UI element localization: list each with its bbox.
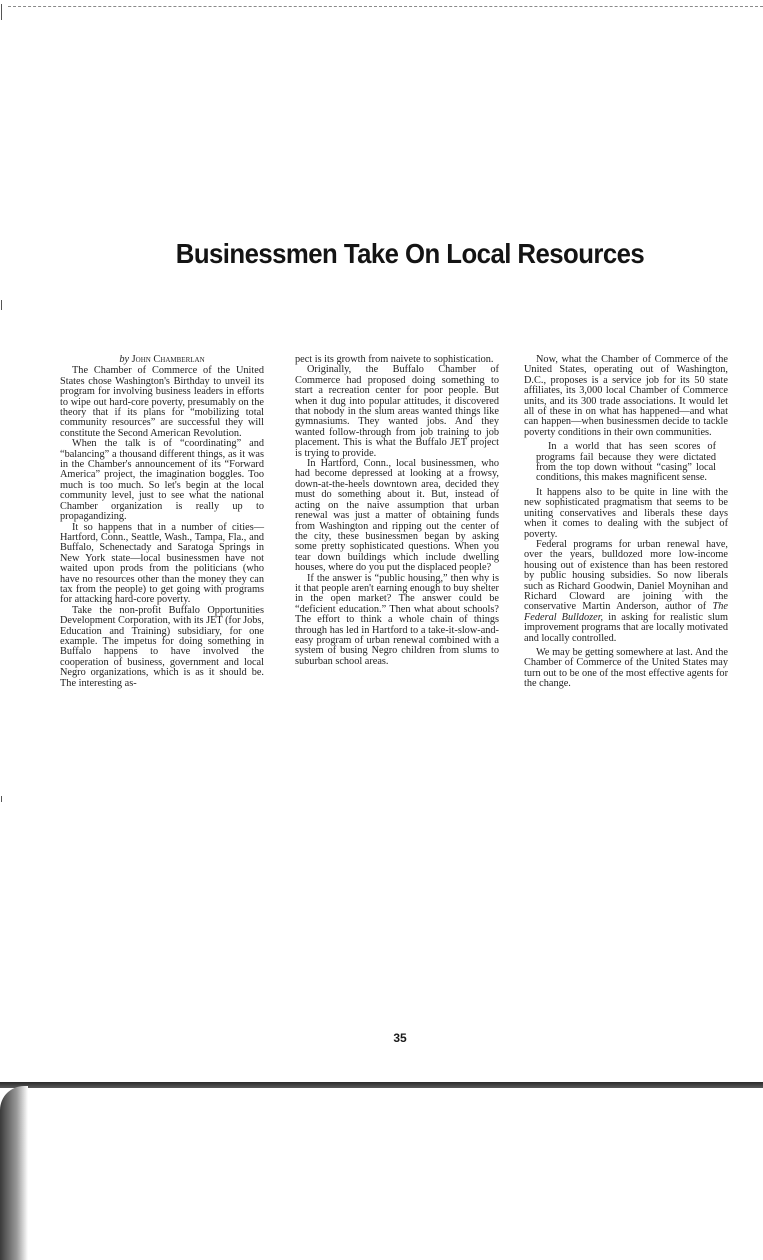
paragraph: The Chamber of Commerce of the United States chose Washington's Birthday to unveil its program for involving business leaders in efforts to wipe out hard-core poverty, presumably on the theory that if its plans for “mobilizing total community resources” are successful they will constitute the Second American Revolution. xyxy=(60,365,264,439)
scan-page-curl xyxy=(0,1086,28,1260)
paragraph-text: Federal programs for urban renewal have, over the years, bulldozed more low-income housing out of existence than has been restored by public housing subsidies. So now liberals such as Richard Goodwin, Daniel Moynihan and Richard Cloward are joining with the conservative Martin Anderson, author of xyxy=(524,538,728,613)
paragraph: We may be getting somewhere at last. And the Chamber of Commerce of the United States may turn out to be one of the most effective agents for the change. xyxy=(524,646,728,690)
scan-left-edge-mark xyxy=(1,300,2,310)
scan-left-edge-mark xyxy=(1,796,2,802)
scan-bottom-band xyxy=(0,1082,763,1088)
byline xyxy=(60,355,264,365)
byline-prefix: by xyxy=(119,354,130,365)
article-column-2 xyxy=(295,355,499,667)
paragraph: It so happens that in a number of cities—Hartford, Conn., Seattle, Wash., Tampa, Fla., and Buffalo, Schenectady and Saratoga Springs in New York state—local businessmen have not waited upon prods from the politicians (who have no resources other than the money they can tax from the people) to get going with programs for attacking hard-core poverty. xyxy=(60,521,264,606)
book-title: The Federal Bulldozer, xyxy=(524,601,728,623)
paragraph: pect is its growth from naivete to sophistication. xyxy=(295,354,494,365)
article-column-3 xyxy=(524,355,728,690)
article-column-1 xyxy=(60,355,264,689)
paragraph: Originally, the Buffalo Chamber of Commerce had proposed doing something to start a recreation center for poor people. But when it dug into popular attitudes, it discovered that nobody in the slum areas wanted things like gymnasiums. They wanted jobs. And they wanted follow-through from job training to job placement. This is what the Buffalo JET project is trying to provide. xyxy=(295,364,499,459)
article-title: Businessmen Take On Local Resources xyxy=(175,238,645,269)
scan-left-edge-mark xyxy=(1,4,2,20)
paragraph-text: in asking for realistic slum improvement programs that are locally motivated and locally controlled. xyxy=(524,611,728,644)
page-number: 35 xyxy=(393,1031,407,1045)
author-name: John Chamberlan xyxy=(131,354,205,365)
paragraph: When the talk is of “coordinating” and “balancing” a thousand different things, as it was in the Chamber's announcement of its “Forward America” project, the imagination boggles. Too much is too much. So let's begin at the local community level, just to see what the national Chamber organization is really up to propagandizing. xyxy=(60,438,264,523)
paragraph: Now, what the Chamber of Commerce of the United States, operating out of Washington, D.C., proposes is a service job for its 50 state affiliates, its 3,000 local Chamber of Commerce units, and its 300 trade associations. It would let all of these in on what has happened—and what can happen—when businessmen decide to tackle poverty conditions in their own communities. xyxy=(524,354,728,438)
paragraph: In Hartford, Conn., local businessmen, who had become depressed at looking at a frowsy, down-at-the-heels downtown area, decided they must do something about it. But, instead of acting on the naive assumption that urban renewal was just a matter of obtaining funds from Washington and ripping out the center of the city, these businessmen began by asking some pretty sophisticated questions. When you tear down buildings which include dwelling houses, where do you put the displaced people? xyxy=(295,458,499,574)
paragraph: If the answer is “public housing,” then why is it that people aren't earning enough to buy shelter in the open market? The answer could be “deficient education.” Then what about schools? The effort to think a whole chain of things through has led in Hartford to a take-it-slow-and-easy program of urban renewal combined with a system of busing Negro children from slums to suburban school areas. xyxy=(295,572,499,667)
paragraph: It happens also to be quite in line with the new sophisticated pragmatism that seems to be uniting conservatives and liberals these days when it comes to dealing with the subject of poverty. xyxy=(524,486,728,540)
scan-top-border xyxy=(8,6,763,7)
paragraph xyxy=(524,540,728,644)
paragraph: Take the non-profit Buffalo Opportunities Development Corporation, with its JET (for Jobs, Education and Training) subsidiary, for one example. The impetus for doing something in Buffalo happens to have involved the cooperation of business, government and local Negro organizations, which is as it should be. The interesting as- xyxy=(60,604,265,689)
pull-paragraph: In a world that has seen scores of programs fail because they were dictated from the top down without “casing” local conditions, this makes magnificent sense. xyxy=(536,441,716,484)
